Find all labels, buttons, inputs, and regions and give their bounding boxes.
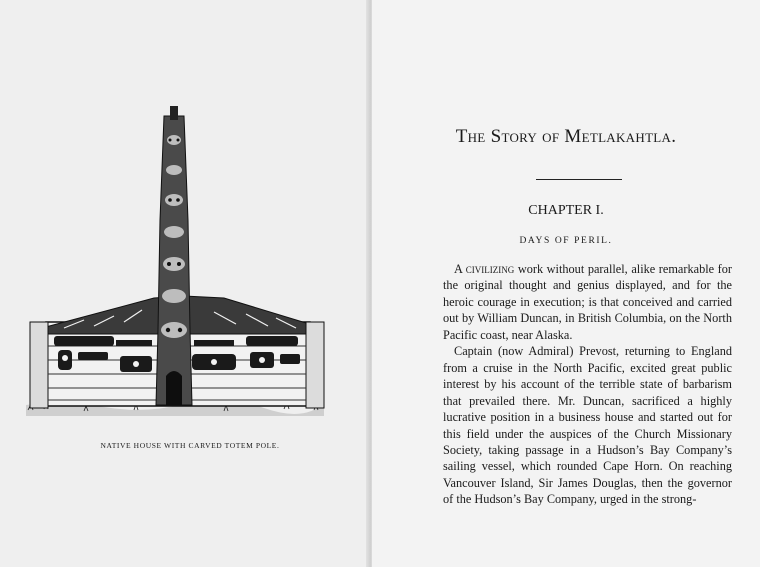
left-page xyxy=(0,0,372,567)
chapter-subtitle: DAYS OF PERIL. xyxy=(519,236,613,246)
paragraph-text: Captain (now Admiral) Prevost, returning to England from a cruise in the North Pacific, excited great public interest by his account of the terrible state of barbarism that prevailed there. Mr. Duncan, sacrificed a highly lucrative position in a business house and started out for this field under the auspices of the Church Missionary Society, taking passage in a Hudson’s Bay Company’s sailing vessel, which rounded Cape Horn. On reaching Vancouver Island, Sir James Douglas, then the governor of the Hudson’s Bay Company, urged in the strong- xyxy=(443,344,732,507)
right-page xyxy=(372,0,760,567)
totem-pole-house-illustration xyxy=(24,100,334,430)
book-title: The Story of Metlakahtla. xyxy=(455,126,677,147)
paragraph xyxy=(443,343,732,508)
chapter-heading: CHAPTER I. xyxy=(528,203,604,218)
illustration-caption: NATIVE HOUSE WITH CARVED TOTEM POLE. xyxy=(100,441,280,450)
paragraph xyxy=(443,261,732,343)
paragraph-text: work without parallel, alike remarkable for the original thought and genius displayed, and for the heroic courage in execution; is that conceived and carried out by William Duncan, in British Columbia, on the North Pacific coast, near Alaska. xyxy=(443,262,732,342)
title-rule xyxy=(536,179,622,180)
paragraph-lead: A civilizing xyxy=(454,262,515,276)
body-text xyxy=(443,261,732,508)
